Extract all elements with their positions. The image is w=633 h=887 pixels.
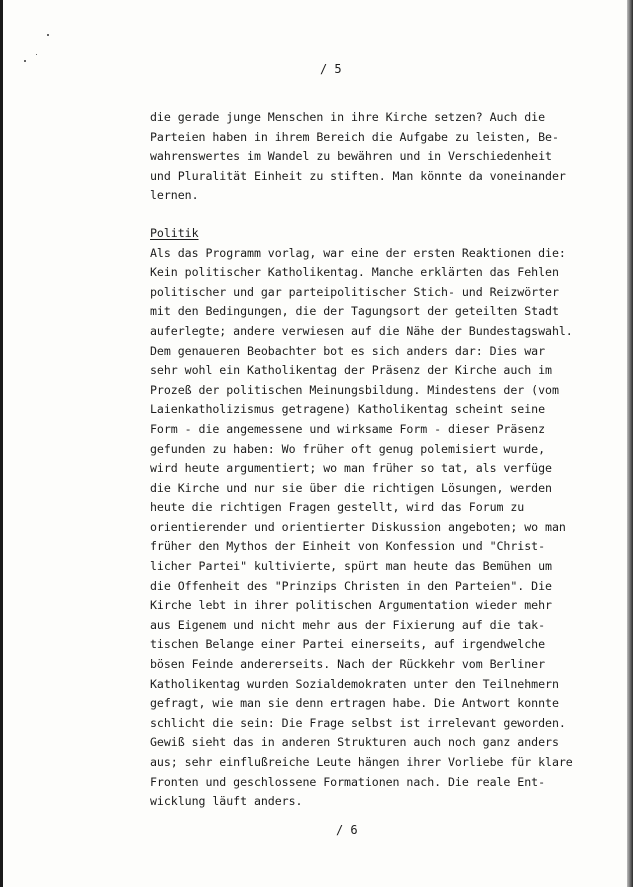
text-line: sehr wohl ein Katholikentag der Präsenz der Kirche auch im (150, 363, 552, 378)
text-line: gefragt, wie man sie denn ertragen habe. Die Antwort konnte (150, 696, 559, 711)
scan-speck (36, 54, 37, 55)
text-line: wicklung läuft anders. (150, 794, 303, 809)
text-line: schlicht die sein: Die Frage selbst ist irrelevant geworden. (150, 715, 566, 730)
text-line: Kein politischer Katholikentag. Manche erklärten das Fehlen (150, 265, 559, 280)
text-line: Katholikentag wurden Sozialdemokraten unter den Teilnehmern (150, 676, 559, 691)
text-line: die gerade junge Menschen in ihre Kirche setzen? Auch die (150, 110, 546, 124)
text-line: heute die richtigen Fragen gestellt, wird das Forum zu (150, 500, 525, 515)
text-line: aus Eigenem und nicht mehr aus der Fixierung auf die tak- (150, 617, 546, 632)
text-line: licher Partei" kultivierte, spürt man heute das Bemühen um (150, 559, 552, 574)
text-line: früher den Mythos der Einheit von Konfession und "Christ- (150, 539, 546, 554)
body-text (150, 108, 620, 812)
text-line: gefunden zu haben: Wo früher oft genug polemisiert wurde, (150, 441, 546, 456)
text-line: Prozeß der politischen Meinungsbildung. Mindestens der (vom (150, 382, 559, 397)
section-paragraph (150, 244, 620, 812)
text-line: Parteien haben in ihrem Bereich die Aufgabe zu leisten, Be- (150, 129, 559, 144)
text-line: lernen. (150, 188, 199, 203)
text-line: aus; sehr einflußreiche Leute hängen ihrer Vorliebe für klare (150, 755, 573, 769)
page-number: / 5 (320, 62, 342, 76)
text-line: Als das Programm vorlag, war eine der ersten Reaktionen die: (150, 245, 566, 260)
text-line: tischen Belange einer Partei einerseits, auf irgendwelche (150, 637, 546, 652)
text-line: mit den Bedingungen, die der Tagungsort der geteilten Stadt (150, 304, 559, 319)
text-line: Fronten und geschlossene Formationen nach. Die reale Ent- (150, 774, 546, 789)
text-line: bösen Feinde andererseits. Nach der Rückkehr vom Berliner (150, 657, 546, 672)
text-line: Kirche lebt in ihrer politischen Argumentation wieder mehr (150, 598, 552, 613)
text-line: Laienkatholizismus getragene) Katholikentag scheint seine (150, 402, 546, 417)
scan-speck (47, 34, 49, 36)
text-line: und Pluralität Einheit zu stiften. Man könnte da voneinander (150, 168, 566, 183)
text-line: Gewiß sieht das in anderen Strukturen auch noch ganz anders (150, 735, 559, 750)
next-page-marker: / 6 (336, 823, 358, 837)
text-line: die Offenheit des "Prinzips Christen in den Parteien". Die (150, 578, 552, 593)
text-line: Dem genaueren Beobachter bot es sich anders dar: Dies war (150, 343, 546, 358)
text-line: orientierender und orientierter Diskussion angeboten; wo man (150, 519, 566, 534)
scan-speck (24, 60, 26, 62)
text-line: wird heute argumentiert; wo man früher so tat, als verfüge (150, 461, 552, 476)
text-line: auferlegte; andere verwiesen auf die Nähe der Bundestagswahl. (150, 323, 573, 338)
text-line: Form - die angemessene und wirksame Form - dieser Präsenz (150, 421, 546, 436)
paragraph-1 (150, 108, 620, 206)
text-line: wahrenswertes im Wandel zu bewähren und in Verschiedenheit (150, 149, 552, 164)
paragraph-spacer (150, 206, 620, 224)
text-line: die Kirche und nur sie über die richtigen Lösungen, werden (150, 480, 552, 495)
text-line: politischer und gar parteipolitischer Stich- und Reizwörter (150, 284, 559, 299)
section-heading: Politik (150, 225, 199, 240)
